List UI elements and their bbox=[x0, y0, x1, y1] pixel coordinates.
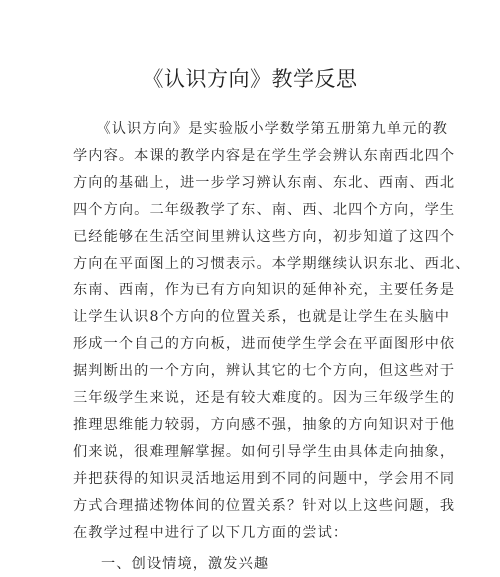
paragraph-line: 方式合理描述物体间的位置关系？针对以上这些问题，我 bbox=[73, 493, 429, 520]
paragraph-line: 学内容。本课的教学内容是在学生学会辨认东南西北四个 bbox=[73, 143, 429, 170]
paragraph-line: 让学生认识8个方向的位置关系，也就是让学生在头脑中 bbox=[73, 304, 429, 331]
document-body bbox=[73, 116, 429, 577]
paragraph-line: 并把获得的知识灵活地运用到不同的问题中，学会用不同 bbox=[73, 466, 429, 493]
section-heading: 一、创设情境，激发兴趣 bbox=[73, 551, 429, 577]
document-title: 《认识方向》教学反思 bbox=[0, 63, 500, 93]
paragraph-line: 已经能够在生活空间里辨认这些方向，初步知道了这四个 bbox=[73, 224, 429, 251]
paragraph-line: 们来说，很难理解掌握。如何引导学生由具体走向抽象， bbox=[73, 439, 429, 466]
paragraph-line: 《认识方向》是实验版小学数学第五册第九单元的教 bbox=[73, 116, 429, 143]
paragraph-line: 方向的基础上，进一步学习辨认东南、东北、西南、西北 bbox=[73, 170, 429, 197]
paragraph-line: 在教学过程中进行了以下几方面的尝试： bbox=[73, 520, 429, 547]
paragraph-line: 推理思维能力较弱，方向感不强，抽象的方向知识对于他 bbox=[73, 412, 429, 439]
paragraph-line: 东南、西南，作为已有方向知识的延伸补充，主要任务是 bbox=[73, 277, 429, 304]
paragraph-line: 四个方向。二年级教学了东、南、西、北四个方向，学生 bbox=[73, 197, 429, 224]
paragraph-line: 形成一个自己的方向板，进而使学生学会在平面图形中依 bbox=[73, 331, 429, 358]
paragraph-line: 据判断出的一个方向，辨认其它的七个方向，但这些对于 bbox=[73, 358, 429, 385]
paragraph-line: 方向在平面图上的习惯表示。本学期继续认识东北、西北、 bbox=[73, 251, 429, 278]
paragraph-line: 三年级学生来说，还是有较大难度的。因为三年级学生的 bbox=[73, 385, 429, 412]
